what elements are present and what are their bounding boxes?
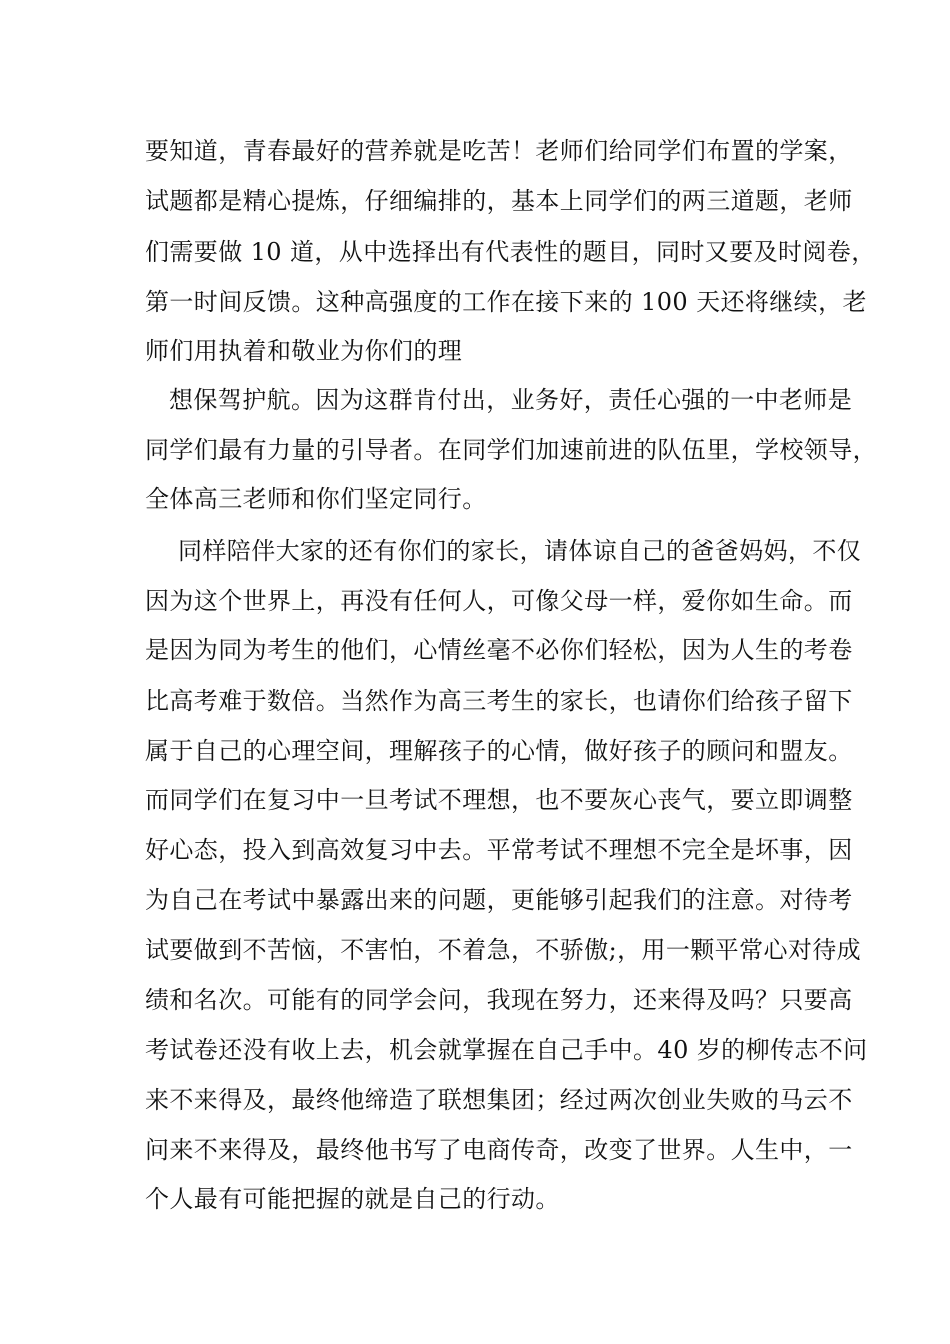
text-line: 来不来得及，最终他缔造了联想集团；经过两次创业失败的马云不 (145, 1086, 853, 1114)
text-line: 同样陪伴大家的还有你们的家长，请体谅自己的爸爸妈妈，不仅 (178, 537, 862, 565)
text-line: 个人最有可能把握的就是自己的行动。 (145, 1185, 560, 1213)
text-line: 全体高三老师和你们坚定同行。 (145, 485, 487, 513)
text-line: 比高考难于数倍。当然作为高三考生的家长，也请你们给孩子留下 (145, 687, 853, 715)
text-line: 是因为同为考生的他们，心情丝毫不必你们轻松，因为人生的考卷 (145, 636, 853, 664)
text-line: 而同学们在复习中一旦考试不理想，也不要灰心丧气，要立即调整 (145, 786, 853, 814)
text-line: 试要做到不苦恼，不害怕，不着急，不骄傲;，用一颗平常心对待成 (145, 936, 862, 964)
text-line: 想保驾护航。因为这群肯付出，业务好，责任心强的一中老师是 (169, 386, 853, 414)
text-line: 试题都是精心提炼，仔细编排的，基本上同学们的两三道题，老师 (145, 187, 853, 215)
text-line: 师们用执着和敬业为你们的理 (145, 337, 463, 365)
text-line: 考试卷还没有收上去，机会就掌握在自己手中。40 岁的柳传志不问 (145, 1036, 868, 1064)
text-line: 因为这个世界上，再没有任何人，可像父母一样，爱你如生命。而 (145, 587, 853, 615)
text-line: 问来不来得及，最终他书写了电商传奇，改变了世界。人生中，一 (145, 1136, 853, 1164)
text-line: 属于自己的心理空间，理解孩子的心情，做好孩子的顾问和盟友。 (145, 737, 853, 765)
text-line: 绩和名次。可能有的同学会问，我现在努力，还来得及吗？只要高 (145, 986, 853, 1014)
text-line: 同学们最有力量的引导者。在同学们加速前进的队伍里，学校领导， (145, 436, 877, 464)
text-line: 第一时间反馈。这种高强度的工作在接下来的 100 天还将继续，老 (145, 288, 867, 316)
text-line: 们需要做 10 道，从中选择出有代表性的题目，同时又要及时阅卷， (145, 238, 876, 266)
text-line: 要知道，青春最好的营养就是吃苦！老师们给同学们布置的学案， (145, 137, 853, 165)
text-line: 好心态，投入到高效复习中去。平常考试不理想不完全是坏事，因 (145, 836, 853, 864)
text-line: 为自己在考试中暴露出来的问题，更能够引起我们的注意。对待考 (145, 886, 853, 914)
